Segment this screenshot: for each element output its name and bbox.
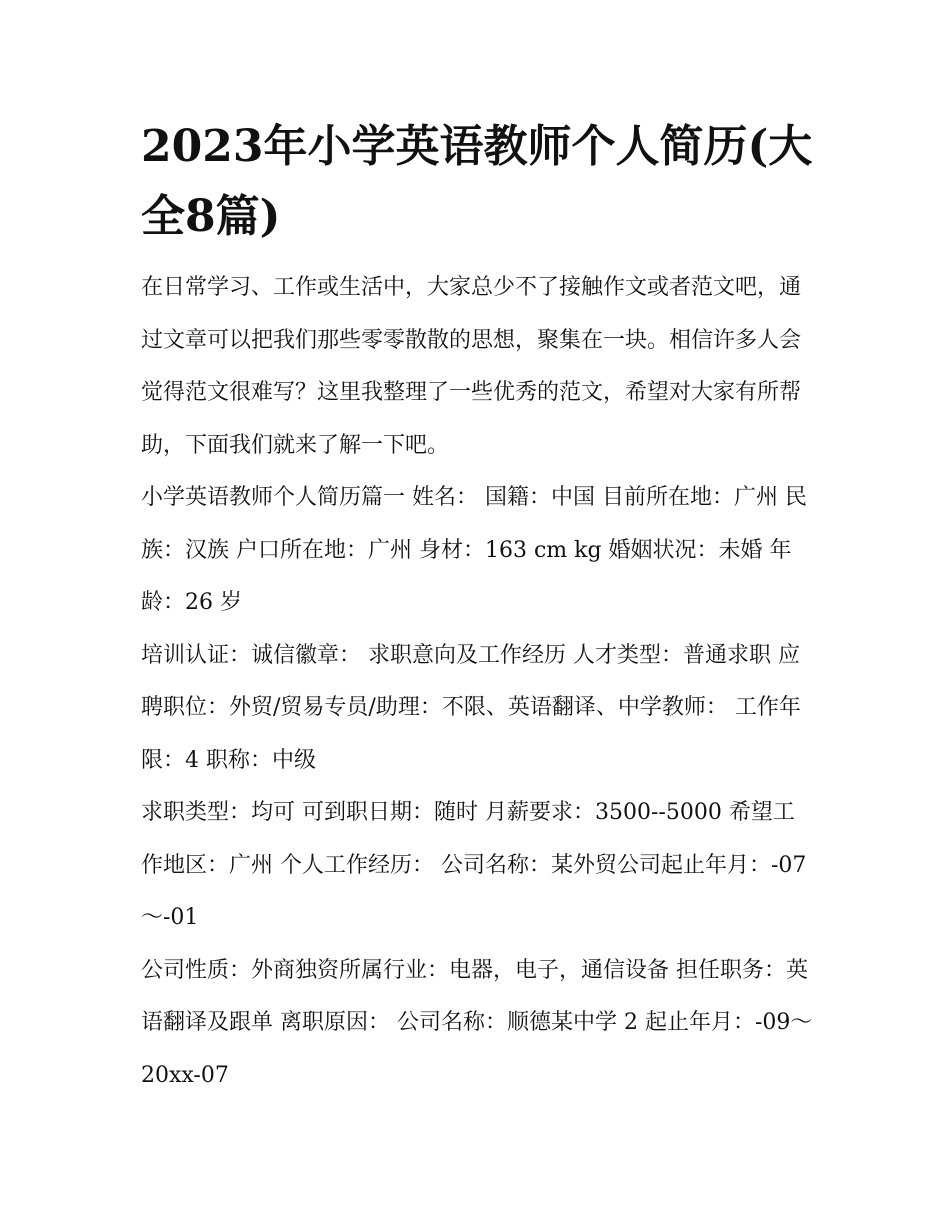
document-title: 2023年小学英语教师个人简历(大全8篇) — [141, 121, 813, 242]
job-type-paragraph: 求职类型：均可 可到职日期：随时 月薪要求：3500--5000 希望工作地区：广州 个人工作经历： 公司名称：某外贸公司起止年月：-07～-01 — [141, 800, 807, 930]
company-info-paragraph: 公司性质：外商独资所属行业：电器，电子，通信设备 担任职务：英语翻译及跟单 离职原因： 公司名称：顺德某中学 2 起止年月：-09～20xx-07 — [141, 957, 813, 1088]
personal-info-paragraph: 小学英语教师个人简历篇一 姓名： 国籍：中国 目前所在地：广州 民族：汉族 户口所在地：广州 身材：163 cm kg 婚姻状况：未婚 年龄：26 岁 — [141, 485, 807, 615]
document-body — [141, 112, 813, 1102]
intro-paragraph: 在日常学习、工作或生活中，大家总少不了接触作文或者范文吧，通过文章可以把我们那些零零散散的思想，聚集在一块。相信许多人会觉得范文很难写？这里我整理了一些优秀的范文，希望对大家有所帮助，下面我们就来了解一下吧。 — [141, 275, 802, 458]
job-intent-paragraph: 培训认证：诚信徽章： 求职意向及工作经历 人才类型：普通求职 应聘职位：外贸/贸易专员/助理：不限、英语翻译、中学教师： 工作年限：4 职称：中级 — [141, 642, 801, 773]
